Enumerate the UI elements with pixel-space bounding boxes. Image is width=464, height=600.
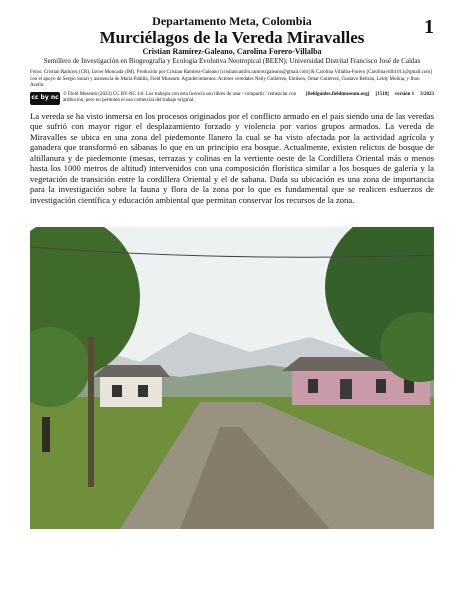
guide-url-link[interactable]: [fieldguides.fieldmuseum.org] [305, 91, 370, 97]
intro-paragraph: La vereda se ha visto inmersa en los procesos originados por el conflicto armado en el país siendo una de las veredas que sufrió con mayor rigor el desplazamiento forzado y violencia por varios grupos armados. La vereda de Miravalles se ubica en una zona del piedemonte llanero la cual se ha visto afectada por la actividad agrícola y ganadera que transformó en sábanas lo que en un principio era bosque. Actualmente, existen relictos de bosque de altillanura y de piedemonte (mesas, terrazas y colinas en la vertiente oeste de la Cordillera Oriental más o menos hasta los 1000 metros de altitud) intervenidos con una composición florística similar a los bosques de galería y la vegetación de transición entre la cordillera Oriental y el de sabana. Dada su ubicación es una zona de importancia para la investigación sobre la fauna y flora de la zona por lo que es fundamental que se realicen esfuerzos de investigación científica y educación ambiental que permitan conservar los recursos de la zona. [30, 110, 434, 205]
page-header-block [30, 14, 434, 205]
photo-credits: Fotos: Cristian Ramírez (CR), Javier Moncada (JM). Producido por Cristian Ramírez-Galeano [cristiancamilo.ramirezgaleano@gmail.com] & Carolina Villalba-Forero [Carolinavillb1011@gmail.com] con el apoyo de Sergio Solari y asistencia de Maria Padilla, Field Museum. Agradecimientos: Actores veredales Nelly Gutiérrez, Emilsen, Omar Gutiérrez, Gustavo Beltrán, Leidy Molina, y Jhon Avella. [30, 70, 432, 89]
guide-version: versión 1 [394, 91, 415, 97]
landscape-photo [30, 227, 434, 529]
guide-id: [1518] [375, 91, 389, 97]
page-number: 1 [424, 16, 434, 38]
region-heading: Departamento Meta, Colombia [152, 14, 312, 28]
cc-license-badge[interactable]: cc by nc [30, 92, 60, 105]
license-row [30, 92, 434, 105]
affiliation: Semillero de Investigación en Biogeografía y Ecología Evolutiva Neotropical (BEEN); Universidad Distrital Francisco José de Caldas [43, 57, 421, 65]
guide-date: 3/2023 [420, 91, 434, 97]
guide-meta [306, 92, 434, 98]
authors: Cristian Ramírez-Galeano, Carolina Forero-Villalba [142, 47, 322, 56]
page-title: Murciélagos de la Vereda Miravalles [99, 28, 365, 47]
license-text: © Field Museum (2023) CC BY-NC 4.0. Los trabajos con esta licencia son libres de usar / compartir / remezclar con atribución, pero no permiten el uso comercial del trabajo original. [63, 91, 297, 103]
